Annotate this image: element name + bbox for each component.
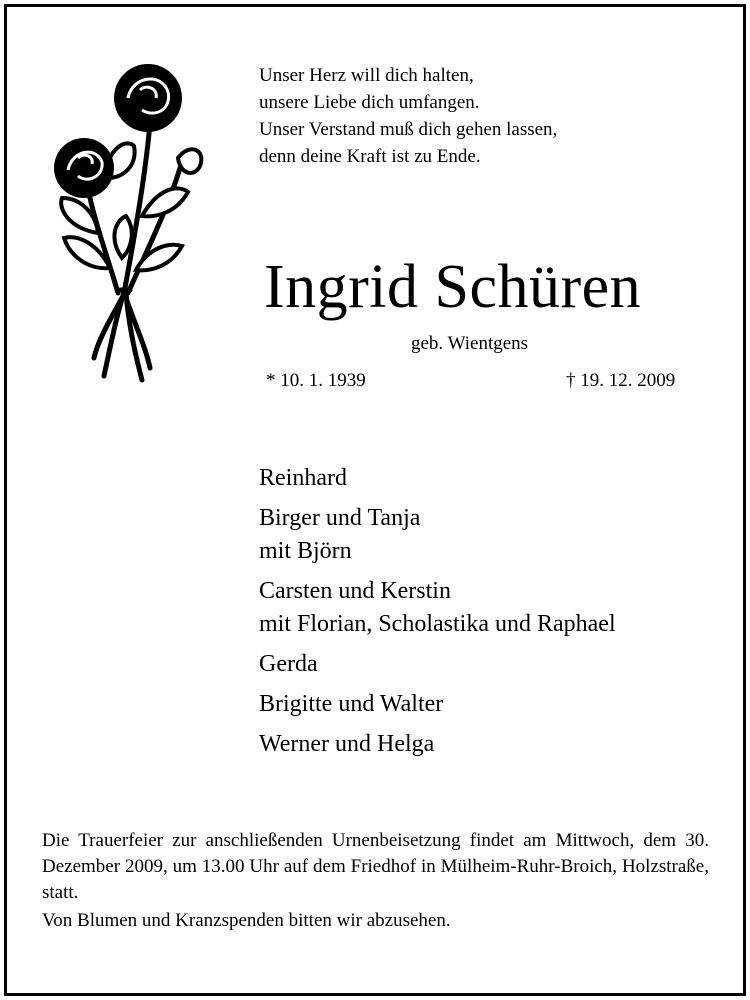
- family-group: [259, 648, 616, 681]
- family-member: Reinhard: [259, 465, 347, 491]
- family-group: [259, 688, 616, 721]
- family-group: [259, 462, 616, 495]
- death-date: † 19. 12. 2009: [566, 370, 676, 391]
- family-member: mit Björn: [259, 538, 352, 564]
- poem-line: unsere Liebe dich umfangen.: [259, 92, 480, 113]
- roses-icon: [38, 58, 208, 388]
- family-member: Birger und Tanja: [259, 505, 421, 531]
- family-member: Carsten und Kerstin: [259, 578, 451, 604]
- poem: [259, 62, 557, 170]
- poem-line: Unser Verstand muß dich gehen lassen,: [259, 119, 558, 140]
- flowers-text: Von Blumen und Kranzspenden bitten wir abzusehen.: [42, 910, 451, 931]
- born-name: geb. Wientgens: [411, 333, 529, 354]
- family-member: mit Florian, Scholastika und Raphael: [259, 611, 616, 637]
- family-member: Brigitte und Walter: [259, 691, 444, 717]
- family-list: [259, 462, 616, 768]
- family-member: Gerda: [259, 651, 318, 677]
- deceased-name: Ingrid Schüren: [264, 253, 642, 321]
- ceremony-text: Die Trauerfeier zur anschließenden Urnenbeisetzung findet am Mittwoch, dem 30. Dezember 2009, um 13.00 Uhr auf dem Friedhof in Mülheim-Ruhr-Broich, Holzstraße, statt.: [42, 830, 709, 903]
- family-group: [259, 502, 616, 568]
- family-group: [259, 575, 616, 641]
- family-group: [259, 728, 616, 761]
- birth-date: * 10. 1. 1939: [266, 370, 366, 391]
- poem-line: denn deine Kraft ist zu Ende.: [259, 146, 481, 167]
- poem-line: Unser Herz will dich halten,: [259, 65, 474, 86]
- funeral-notice: [42, 828, 709, 934]
- family-member: Werner und Helga: [259, 731, 435, 757]
